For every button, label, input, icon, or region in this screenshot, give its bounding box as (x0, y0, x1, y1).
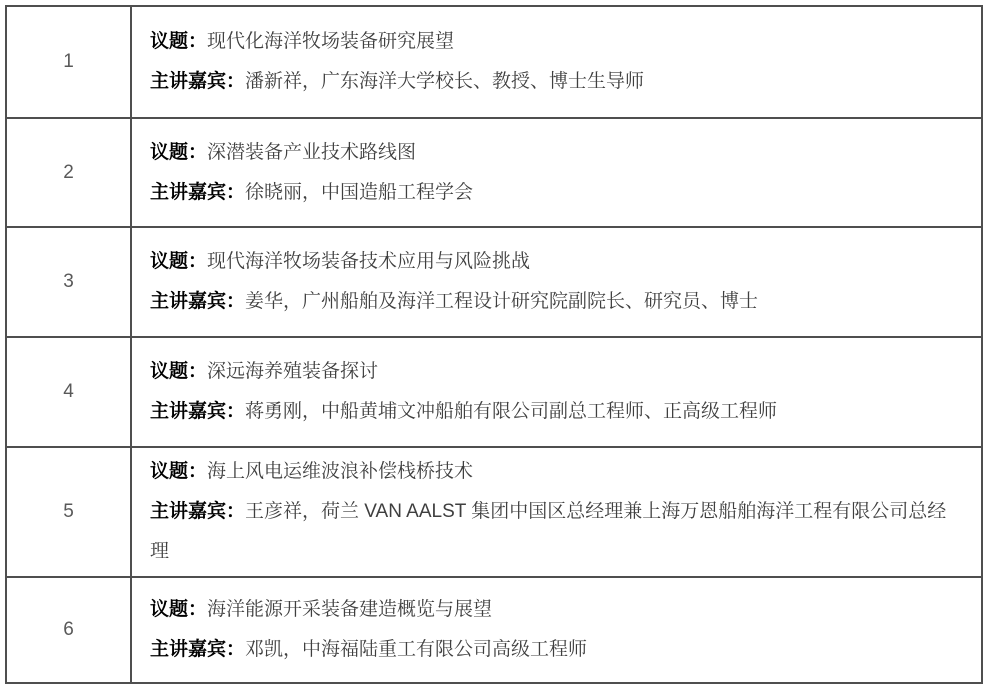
topic-line (150, 452, 965, 492)
topic-text: 深潜装备产业技术路线图 (207, 141, 417, 163)
topic-line (150, 22, 965, 62)
row-content (131, 577, 982, 683)
speaker-line (150, 173, 965, 213)
topic-label: 议题： (150, 141, 208, 163)
row-number: 6 (6, 577, 131, 683)
agenda-rows (6, 6, 982, 683)
speaker-label: 主讲嘉宾： (150, 71, 246, 92)
agenda-table (5, 5, 983, 684)
speaker-line (150, 630, 965, 670)
topic-label: 议题： (150, 599, 208, 620)
speaker-text: 徐晓丽，中国造船工程学会 (245, 181, 474, 203)
table-row (6, 6, 982, 118)
topic-text: 海上风电运维波浪补偿栈桥技术 (207, 461, 474, 482)
row-number: 3 (6, 227, 131, 337)
topic-label: 议题： (150, 461, 208, 482)
row-content (131, 118, 982, 227)
row-number: 1 (6, 6, 131, 118)
row-number: 5 (6, 447, 131, 577)
table-row (6, 227, 982, 337)
row-number: 2 (6, 118, 131, 227)
speaker-label: 主讲嘉宾： (150, 501, 246, 522)
topic-line (150, 242, 965, 282)
speaker-label: 主讲嘉宾： (150, 401, 246, 422)
topic-text: 深远海养殖装备探讨 (207, 361, 379, 382)
speaker-text: 蒋勇刚，中船黄埔文冲船舶有限公司副总工程师、正高级工程师 (245, 401, 778, 422)
topic-label: 议题： (150, 361, 208, 382)
table-row (6, 118, 982, 227)
speaker-text: 王彦祥，荷兰 VAN AALST 集团中国区总经理兼上海万恩船舶海洋工程有限公司总经理 (150, 501, 947, 562)
speaker-text: 姜华，广州船舶及海洋工程设计研究院副院长、研究员、博士 (245, 291, 759, 312)
row-content (131, 447, 982, 577)
topic-line (150, 133, 965, 173)
row-number: 4 (6, 337, 131, 447)
speaker-line (150, 282, 965, 322)
speaker-label: 主讲嘉宾： (150, 181, 246, 203)
table-row (6, 577, 982, 683)
speaker-line (150, 492, 965, 572)
speaker-line (150, 392, 965, 432)
row-content (131, 6, 982, 118)
row-content (131, 337, 982, 447)
table-row (6, 337, 982, 447)
speaker-text: 邓凯，中海福陆重工有限公司高级工程师 (245, 639, 588, 660)
row-content (131, 227, 982, 337)
topic-text: 现代海洋牧场装备技术应用与风险挑战 (207, 251, 531, 272)
topic-line (150, 352, 965, 392)
speaker-label: 主讲嘉宾： (150, 291, 246, 312)
speaker-label: 主讲嘉宾： (150, 639, 246, 660)
topic-line (150, 590, 965, 630)
speaker-line (150, 62, 965, 102)
speaker-text: 潘新祥，广东海洋大学校长、教授、博士生导师 (245, 71, 645, 92)
topic-label: 议题： (150, 31, 208, 52)
table-row (6, 447, 982, 577)
topic-text: 现代化海洋牧场装备研究展望 (207, 31, 455, 52)
topic-text: 海洋能源开采装备建造概览与展望 (207, 599, 493, 620)
topic-label: 议题： (150, 251, 208, 272)
